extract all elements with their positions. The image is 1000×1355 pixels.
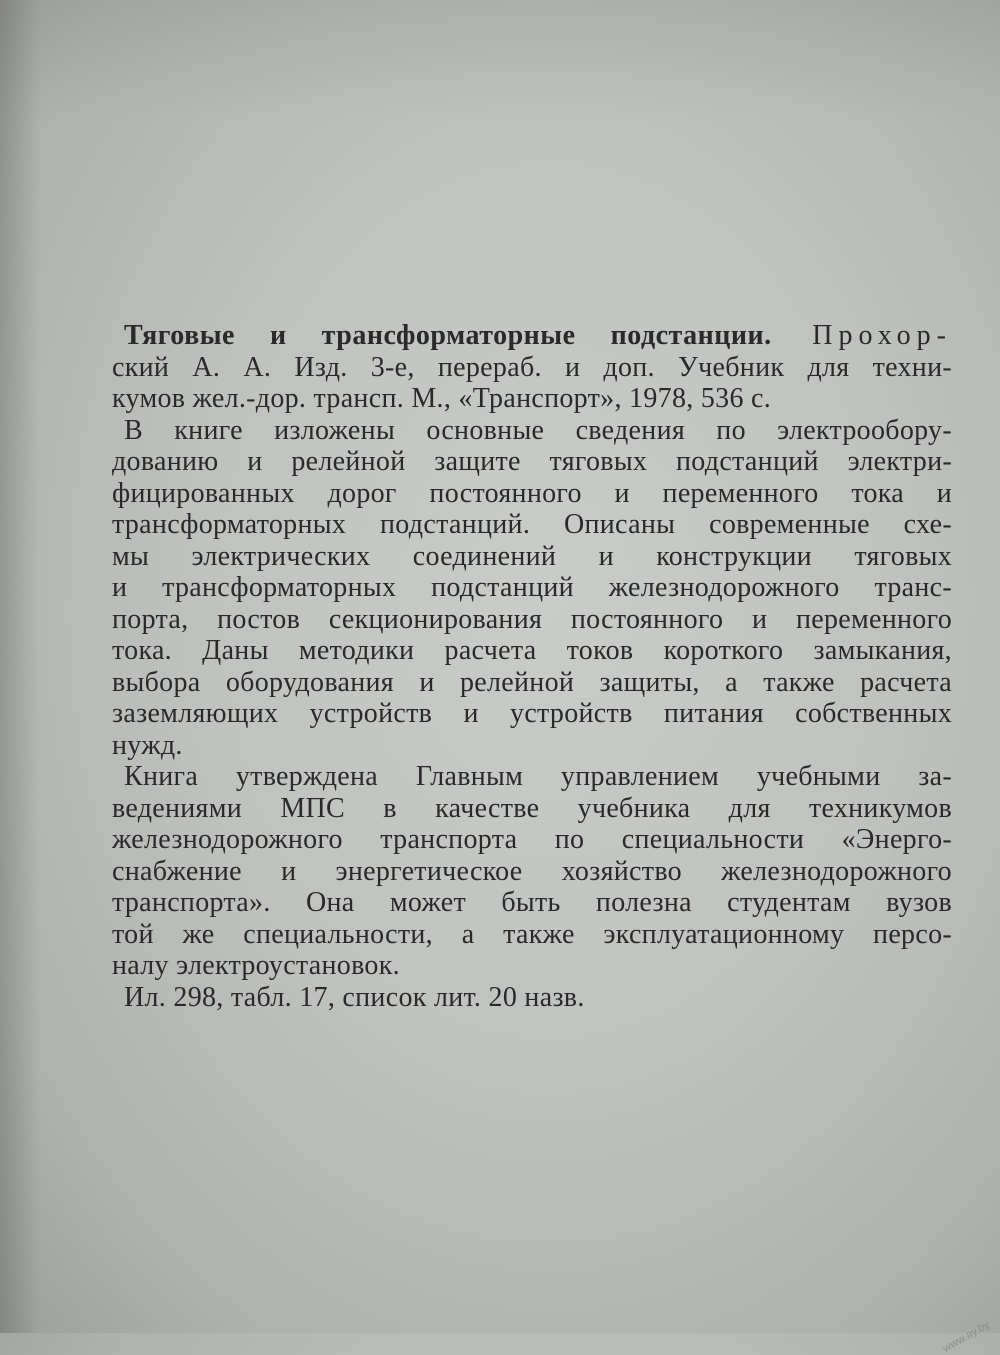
abstract-line: выбора оборудования и релейной защиты, а также расчета — [112, 666, 952, 698]
abstract-line: и трансформаторных подстанций железнодорожного транс- — [112, 572, 952, 603]
book-abstract — [112, 320, 952, 1013]
abstract-line: Книга утверждена Главным управлением учебными за- — [124, 761, 952, 792]
abstract-line: транспорта». Она может быть полезна студентам вузов — [112, 887, 952, 918]
illustrations-info: Ил. 298, табл. 17, список лит. 20 назв. — [124, 981, 585, 1013]
abstract-line: дованию и релейной защите тяговых подстанций электри- — [112, 446, 952, 477]
abstract-line: нужд. — [112, 729, 183, 761]
abstract-line: налу электроустановок. — [112, 950, 400, 981]
abstract-line: той же специальности, а также эксплуатационному персо- — [112, 918, 952, 950]
abstract-line: ведениями МПС в качестве учебника для техникумов — [112, 792, 952, 824]
abstract-line: порта, постов секционирования постоянного и переменного — [112, 603, 952, 635]
abstract-line: ский А. А. Изд. 3-е, перераб. и доп. Учебник для техни- — [112, 351, 952, 383]
abstract-line: мы электрических соединений и конструкции тяговых — [112, 540, 952, 572]
abstract-line: кумов жел.-дор. трансп. М., «Транспорт», 1978, 536 с. — [112, 383, 772, 414]
page-shadow — [0, 0, 40, 1333]
book-title: Тяговые и трансформаторные подстанции. — [124, 320, 772, 351]
page-shadow-top — [0, 0, 1000, 120]
abstract-line: В книге изложены основные сведения по электрообору- — [124, 414, 952, 446]
abstract-line: тока. Даны методики расчета токов короткого замыкания, — [112, 635, 952, 666]
abstract-line: фицированных дорог постоянного и переменного тока и — [112, 477, 952, 509]
abstract-line-1 — [112, 320, 952, 352]
abstract-line: трансформаторных подстанций. Описаны современные схе- — [112, 509, 952, 540]
author-name-part: Прохор- — [771, 320, 952, 351]
abstract-line: железнодорожного транспорта по специальности «Энерго- — [112, 824, 952, 855]
abstract-line: снабжение и энергетическое хозяйство железнодорожного — [112, 855, 952, 887]
abstract-line: заземляющих устройств и устройств питания собственных — [112, 698, 952, 729]
watermark: www.ay.by — [941, 1318, 992, 1355]
